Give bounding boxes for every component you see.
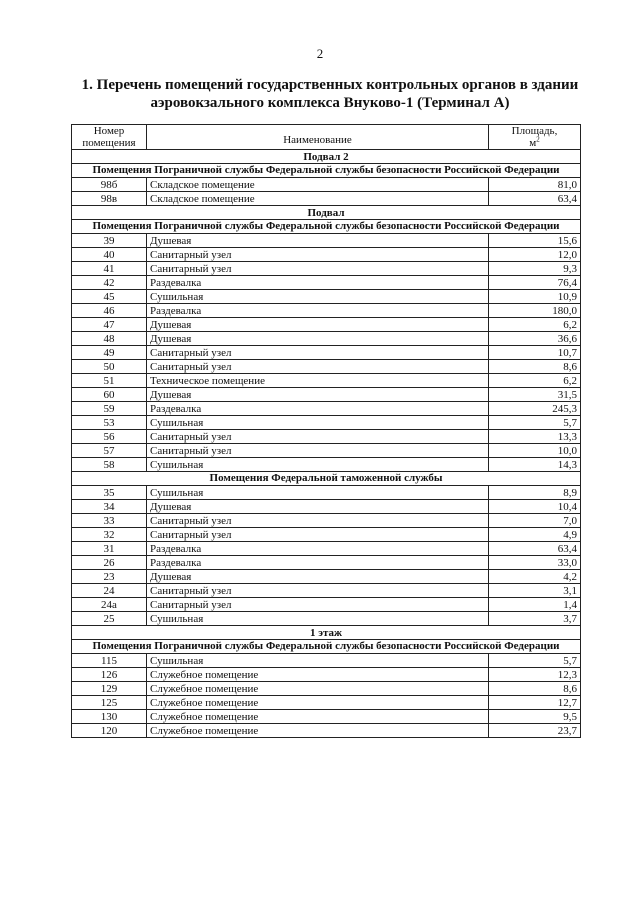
room-area: 7,0 bbox=[489, 514, 581, 528]
header-room-number bbox=[72, 125, 147, 150]
room-area: 63,4 bbox=[489, 542, 581, 556]
room-name: Служебное помещение bbox=[147, 682, 489, 696]
room-name: Санитарный узел bbox=[147, 346, 489, 360]
room-area: 10,9 bbox=[489, 290, 581, 304]
room-number: 35 bbox=[72, 486, 147, 500]
table-row bbox=[72, 248, 581, 262]
room-number: 130 bbox=[72, 710, 147, 724]
room-name: Санитарный узел bbox=[147, 262, 489, 276]
floor-heading: Подвал 2 bbox=[72, 150, 581, 164]
room-area: 63,4 bbox=[489, 192, 581, 206]
room-number: 24а bbox=[72, 598, 147, 612]
room-name: Служебное помещение bbox=[147, 668, 489, 682]
room-area: 76,4 bbox=[489, 276, 581, 290]
header-number-line-2: помещения bbox=[82, 137, 136, 149]
room-area: 3,1 bbox=[489, 584, 581, 598]
floor-heading: 1 этаж bbox=[72, 626, 581, 640]
table-row bbox=[72, 192, 581, 206]
room-name: Санитарный узел bbox=[147, 598, 489, 612]
room-number: 42 bbox=[72, 276, 147, 290]
rooms-table-body bbox=[72, 150, 581, 738]
rooms-table bbox=[71, 124, 581, 738]
room-name: Раздевалка bbox=[147, 556, 489, 570]
table-row bbox=[72, 654, 581, 668]
room-number: 51 bbox=[72, 374, 147, 388]
room-name: Складское помещение bbox=[147, 192, 489, 206]
room-number: 59 bbox=[72, 402, 147, 416]
room-area: 8,9 bbox=[489, 486, 581, 500]
room-name: Душевая bbox=[147, 332, 489, 346]
table-row bbox=[72, 346, 581, 360]
room-area: 6,2 bbox=[489, 318, 581, 332]
room-number: 34 bbox=[72, 500, 147, 514]
room-area: 180,0 bbox=[489, 304, 581, 318]
table-header-row bbox=[72, 125, 581, 150]
room-area: 4,2 bbox=[489, 570, 581, 584]
table-row bbox=[72, 290, 581, 304]
room-number: 26 bbox=[72, 556, 147, 570]
room-number: 126 bbox=[72, 668, 147, 682]
floor-row bbox=[72, 626, 581, 640]
header-area-unit: м bbox=[529, 137, 537, 149]
table-row bbox=[72, 332, 581, 346]
header-area bbox=[489, 125, 581, 150]
table-row bbox=[72, 388, 581, 402]
org-row bbox=[72, 472, 581, 486]
room-area: 1,4 bbox=[489, 598, 581, 612]
table-row bbox=[72, 360, 581, 374]
room-name: Санитарный узел bbox=[147, 360, 489, 374]
room-name: Сушильная bbox=[147, 486, 489, 500]
table-row bbox=[72, 486, 581, 500]
room-area: 6,2 bbox=[489, 374, 581, 388]
room-area: 8,6 bbox=[489, 682, 581, 696]
room-number: 60 bbox=[72, 388, 147, 402]
room-name: Сушильная bbox=[147, 458, 489, 472]
room-name: Душевая bbox=[147, 500, 489, 514]
room-area: 9,3 bbox=[489, 262, 581, 276]
org-heading: Помещения Пограничной службы Федеральной службы безопасности Российской Федерации bbox=[72, 220, 581, 234]
org-heading: Помещения Пограничной службы Федеральной службы безопасности Российской Федерации bbox=[72, 640, 581, 654]
table-row bbox=[72, 458, 581, 472]
room-name: Санитарный узел bbox=[147, 528, 489, 542]
room-number: 40 bbox=[72, 248, 147, 262]
room-name: Служебное помещение bbox=[147, 696, 489, 710]
room-area: 10,4 bbox=[489, 500, 581, 514]
room-number: 31 bbox=[72, 542, 147, 556]
table-row bbox=[72, 696, 581, 710]
room-number: 125 bbox=[72, 696, 147, 710]
table-row bbox=[72, 374, 581, 388]
header-area-unit-power: 2 bbox=[536, 135, 540, 144]
room-name: Санитарный узел bbox=[147, 444, 489, 458]
room-name: Душевая bbox=[147, 570, 489, 584]
floor-heading: Подвал bbox=[72, 206, 581, 220]
room-name: Санитарный узел bbox=[147, 248, 489, 262]
header-number-line-1: Номер bbox=[93, 125, 125, 137]
table-row bbox=[72, 304, 581, 318]
room-name: Санитарный узел bbox=[147, 514, 489, 528]
room-name: Техническое помещение bbox=[147, 374, 489, 388]
room-number: 46 bbox=[72, 304, 147, 318]
table-row bbox=[72, 682, 581, 696]
room-number: 49 bbox=[72, 346, 147, 360]
document-title bbox=[60, 76, 600, 112]
header-area-label: Площадь, bbox=[511, 125, 558, 137]
room-area: 4,9 bbox=[489, 528, 581, 542]
room-area: 36,6 bbox=[489, 332, 581, 346]
table-row bbox=[72, 178, 581, 192]
room-name: Душевая bbox=[147, 234, 489, 248]
table-row bbox=[72, 570, 581, 584]
org-heading: Помещения Федеральной таможенной службы bbox=[72, 472, 581, 486]
room-area: 5,7 bbox=[489, 654, 581, 668]
room-number: 33 bbox=[72, 514, 147, 528]
room-area: 31,5 bbox=[489, 388, 581, 402]
org-row bbox=[72, 164, 581, 178]
room-number: 39 bbox=[72, 234, 147, 248]
table-row bbox=[72, 234, 581, 248]
room-area: 8,6 bbox=[489, 360, 581, 374]
table-row bbox=[72, 556, 581, 570]
room-name: Служебное помещение bbox=[147, 710, 489, 724]
room-number: 41 bbox=[72, 262, 147, 276]
room-name: Раздевалка bbox=[147, 402, 489, 416]
room-name: Раздевалка bbox=[147, 304, 489, 318]
room-name: Санитарный узел bbox=[147, 430, 489, 444]
table-row bbox=[72, 710, 581, 724]
org-row bbox=[72, 220, 581, 234]
room-number: 23 bbox=[72, 570, 147, 584]
room-area: 245,3 bbox=[489, 402, 581, 416]
floor-row bbox=[72, 206, 581, 220]
org-row bbox=[72, 640, 581, 654]
room-name: Сушильная bbox=[147, 290, 489, 304]
table-row bbox=[72, 542, 581, 556]
room-number: 47 bbox=[72, 318, 147, 332]
room-area: 3,7 bbox=[489, 612, 581, 626]
room-number: 98б bbox=[72, 178, 147, 192]
table-row bbox=[72, 430, 581, 444]
room-name: Душевая bbox=[147, 388, 489, 402]
room-number: 24 bbox=[72, 584, 147, 598]
room-number: 45 bbox=[72, 290, 147, 304]
table-row bbox=[72, 500, 581, 514]
org-heading: Помещения Пограничной службы Федеральной службы безопасности Российской Федерации bbox=[72, 164, 581, 178]
room-number: 98в bbox=[72, 192, 147, 206]
table-row bbox=[72, 262, 581, 276]
room-area: 10,0 bbox=[489, 444, 581, 458]
page-number: 2 bbox=[316, 46, 324, 61]
table-row bbox=[72, 612, 581, 626]
room-area: 23,7 bbox=[489, 724, 581, 738]
table-row bbox=[72, 668, 581, 682]
floor-row bbox=[72, 150, 581, 164]
title-line-1: 1. Перечень помещений государственных контрольных органов в здании bbox=[81, 77, 579, 93]
room-name: Санитарный узел bbox=[147, 584, 489, 598]
room-area: 33,0 bbox=[489, 556, 581, 570]
room-area: 15,6 bbox=[489, 234, 581, 248]
room-number: 58 bbox=[72, 458, 147, 472]
room-name: Раздевалка bbox=[147, 542, 489, 556]
table-row bbox=[72, 528, 581, 542]
room-name: Служебное помещение bbox=[147, 724, 489, 738]
room-name: Сушильная bbox=[147, 654, 489, 668]
room-name: Душевая bbox=[147, 318, 489, 332]
table-row bbox=[72, 584, 581, 598]
table-row bbox=[72, 276, 581, 290]
room-number: 129 bbox=[72, 682, 147, 696]
table-row bbox=[72, 444, 581, 458]
table-row bbox=[72, 318, 581, 332]
table-row bbox=[72, 416, 581, 430]
room-number: 57 bbox=[72, 444, 147, 458]
table-row bbox=[72, 598, 581, 612]
table-row bbox=[72, 514, 581, 528]
room-number: 115 bbox=[72, 654, 147, 668]
room-number: 50 bbox=[72, 360, 147, 374]
room-area: 5,7 bbox=[489, 416, 581, 430]
room-area: 10,7 bbox=[489, 346, 581, 360]
table-row bbox=[72, 724, 581, 738]
room-number: 53 bbox=[72, 416, 147, 430]
title-line-2: аэровокзального комплекса Внуково-1 (Терминал А) bbox=[150, 95, 510, 111]
room-name: Сушильная bbox=[147, 612, 489, 626]
room-number: 56 bbox=[72, 430, 147, 444]
table-row bbox=[72, 402, 581, 416]
room-area: 12,3 bbox=[489, 668, 581, 682]
header-room-name: Наименование bbox=[147, 125, 489, 150]
room-number: 48 bbox=[72, 332, 147, 346]
room-name: Складское помещение bbox=[147, 178, 489, 192]
room-name: Сушильная bbox=[147, 416, 489, 430]
room-area: 9,5 bbox=[489, 710, 581, 724]
room-area: 14,3 bbox=[489, 458, 581, 472]
room-area: 12,7 bbox=[489, 696, 581, 710]
room-area: 81,0 bbox=[489, 178, 581, 192]
room-number: 120 bbox=[72, 724, 147, 738]
room-name: Раздевалка bbox=[147, 276, 489, 290]
room-number: 25 bbox=[72, 612, 147, 626]
room-area: 13,3 bbox=[489, 430, 581, 444]
room-number: 32 bbox=[72, 528, 147, 542]
room-area: 12,0 bbox=[489, 248, 581, 262]
